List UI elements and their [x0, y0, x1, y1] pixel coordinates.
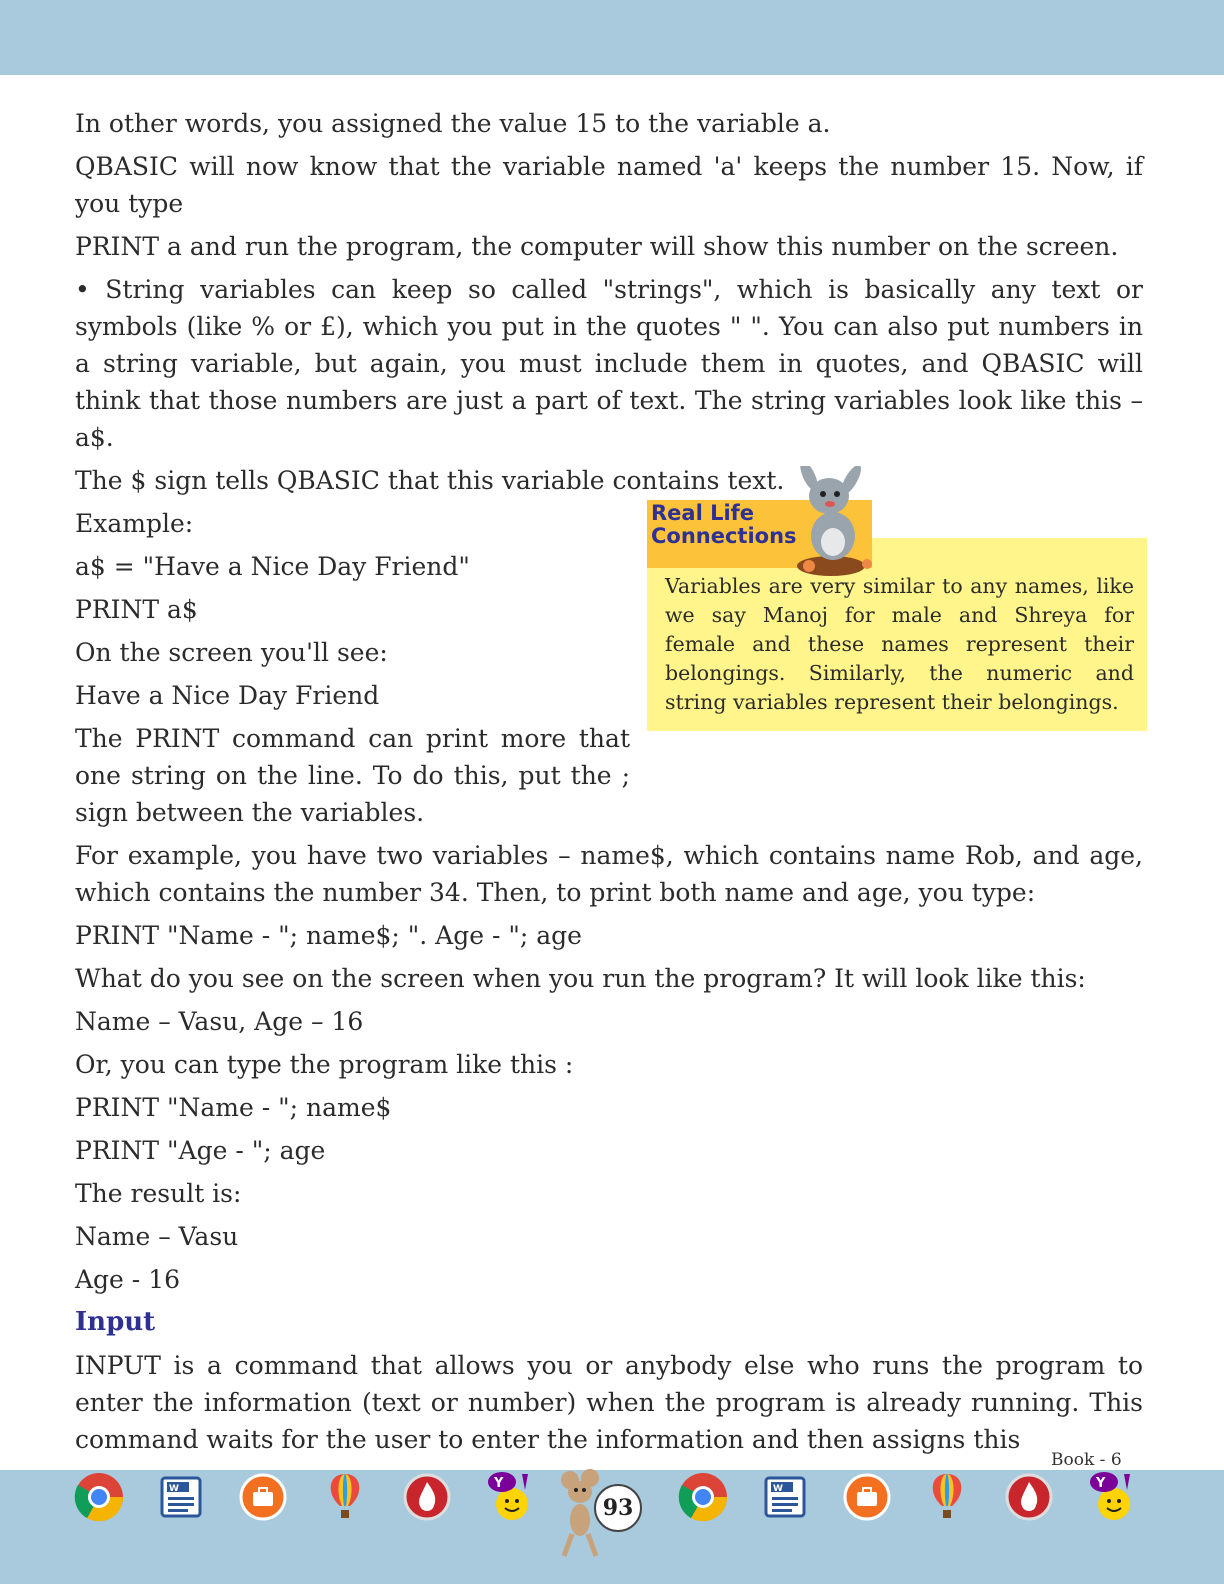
output-line: Have a Nice Day Friend	[75, 681, 380, 710]
chrome-icon	[676, 1470, 730, 1524]
yahoo-icon	[1084, 1470, 1138, 1524]
balloon-icon	[318, 1470, 372, 1524]
paragraph: QBASIC will now know that the variable named 'a' keeps the number 15. Now, if you type	[75, 152, 1143, 218]
flame-icon	[400, 1470, 454, 1524]
word-icon	[154, 1470, 208, 1524]
paragraph: • String variables can keep so called "strings", which is basically any text or symbols (like % or £), which you put in the quotes " ". You can also put numbers in a string variable, but again, you must include them in quotes, and QBASIC will think that those numbers are just a part of text. The string variables look like this – a$.	[75, 275, 1143, 452]
output-line: Name – Vasu	[75, 1222, 239, 1251]
sidebar-title-line2: Connections	[651, 524, 797, 548]
sidebar-title-line1: Real Life	[651, 501, 755, 525]
section-heading-input: Input	[75, 1307, 156, 1337]
code-line: PRINT "Age - "; age	[75, 1136, 326, 1165]
paragraph: Or, you can type the program like this :	[75, 1050, 574, 1079]
svg-text:Y: Y	[494, 1476, 504, 1491]
svg-text:Y: Y	[1096, 1476, 1106, 1491]
bunny-icon	[789, 466, 879, 576]
svg-text:W: W	[169, 1484, 179, 1494]
paragraph: PRINT a and run the program, the computer will show this number on the screen.	[75, 232, 1119, 261]
output-line: Name – Vasu, Age – 16	[75, 1007, 364, 1036]
paragraph: For example, you have two variables – name$, which contains name Rob, and age, which contains the number 34. Then, to print both name and age, you type:	[75, 841, 1143, 907]
paragraph: Example:	[75, 509, 194, 538]
page-body	[75, 105, 1143, 1464]
code-line: PRINT "Name - "; name$	[75, 1093, 392, 1122]
sidebar-text: Variables are very similar to any names, like we say Manoj for male and Shreya for female and these names represent their belongings. Similarly, the numeric and string variables represent their belongings.	[665, 574, 1134, 714]
yahoo-icon	[482, 1470, 536, 1524]
chrome-icon	[72, 1470, 126, 1524]
paragraph: The $ sign tells QBASIC that this variable contains text.	[75, 466, 785, 495]
code-line: PRINT "Name - "; name$; ". Age - "; age	[75, 921, 582, 950]
svg-text:W: W	[773, 1484, 783, 1494]
paragraph: The result is:	[75, 1179, 242, 1208]
flame-icon	[1002, 1470, 1056, 1524]
real-life-connections-box	[647, 501, 1147, 731]
page-number: 93	[594, 1484, 642, 1532]
word-icon	[758, 1470, 812, 1524]
paragraph: What do you see on the screen when you run the program? It will look like this:	[75, 964, 1086, 993]
output-line: Age - 16	[75, 1265, 181, 1294]
top-header-band	[0, 0, 1224, 75]
briefcase-icon	[840, 1470, 894, 1524]
paragraph: On the screen you'll see:	[75, 638, 388, 667]
code-line: a$ = "Have a Nice Day Friend"	[75, 552, 470, 581]
paragraph: INPUT is a command that allows you or anybody else who runs the program to enter the information (text or number) when the program is already running. This command waits for the user to enter the information and then assigns this	[75, 1351, 1143, 1454]
book-label: Book - 6	[1051, 1450, 1122, 1470]
briefcase-icon	[236, 1470, 290, 1524]
paragraph: In other words, you assigned the value 15 to the variable a.	[75, 109, 831, 138]
balloon-icon	[920, 1470, 974, 1524]
paragraph: The PRINT command can print more that one string on the line. To do this, put the ; sign between the variables.	[75, 724, 630, 827]
sidebar-title	[651, 502, 797, 548]
code-line: PRINT a$	[75, 595, 198, 624]
